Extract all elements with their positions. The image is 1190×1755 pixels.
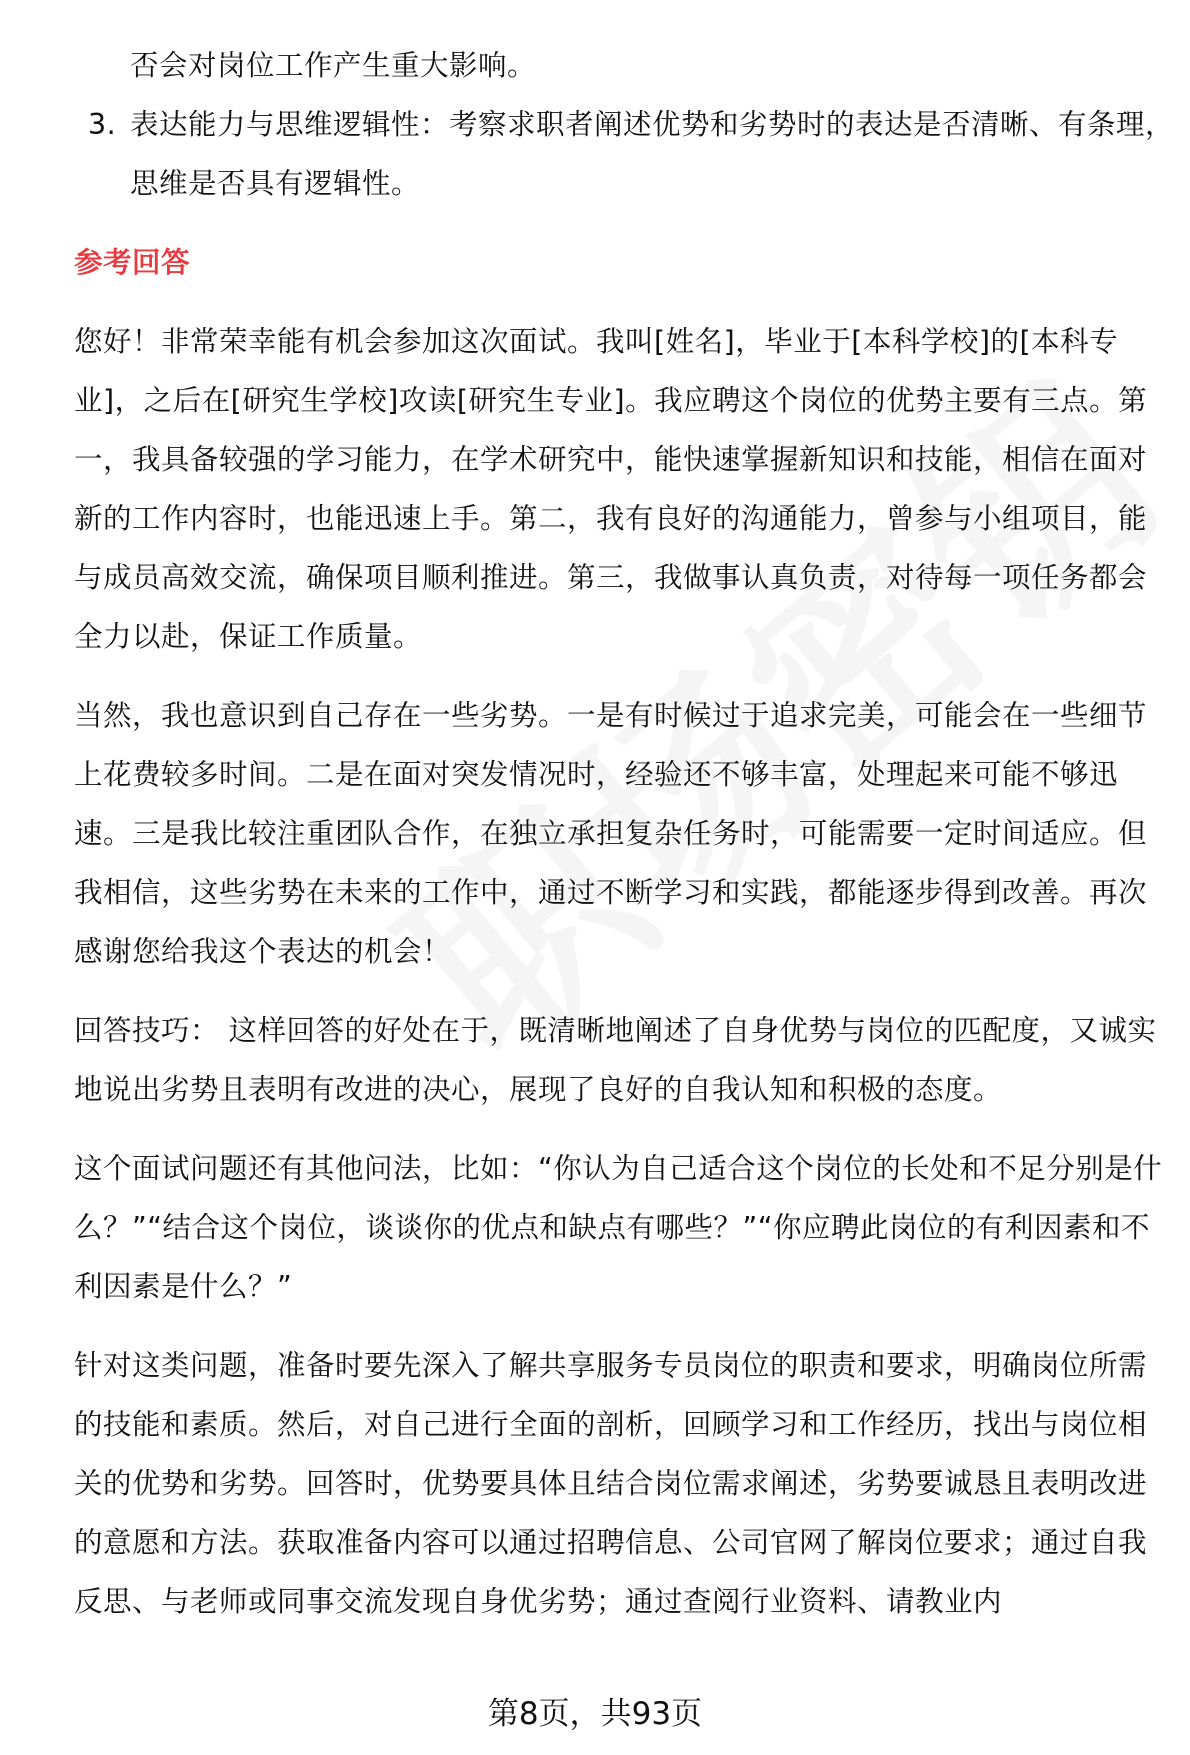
list-item-number: 3.: [88, 108, 117, 141]
page-number: 第8页，共93页: [487, 1696, 703, 1732]
alt-questions-paragraph: 这个面试问题还有其他问法，比如：“你认为自己适合这个岗位的长处和不足分别是什么？”“结合这个岗位，谈谈你的优点和缺点有哪些？”“你应聘此岗位的有利因素和不利因素是什么？”: [74, 1152, 1163, 1303]
section-heading: 参考回答: [74, 246, 191, 279]
answer-paragraph-1: 您好！非常荣幸能有机会参加这次面试。我叫[姓名]，毕业于[本科学校]的[本科专业]，之后在[研究生学校]攻读[研究生专业]。我应聘这个岗位的优势主要有三点。第一，我具备较强的学习能力，在学术研究中，能快速掌握新知识和技能，相信在面对新的工作内容时，也能迅速上手。第二，我有良好的沟通能力，曾参与小组项目，能与成员高效交流，确保项目顺利推进。第三，我做事认真负责，对待每一项任务都会全力以赴，保证工作质量。: [74, 325, 1148, 653]
preparation-paragraph: 针对这类问题，准备时要先深入了解共享服务专员岗位的职责和要求，明确岗位所需的技能和素质。然后，对自己进行全面的剖析，回顾学习和工作经历，找出与岗位相关的优势和劣势。回答时，优势要具体且结合岗位需求阐述，劣势要诚恳且表明改进的意愿和方法。获取准备内容可以通过招聘信息、公司官网了解岗位要求；通过自我反思、与老师或同事交流发现自身优劣势；通过查阅行业资料、请教业内: [74, 1349, 1148, 1618]
answer-paragraph-2: 当然，我也意识到自己存在一些劣势。一是有时候过于追求完美，可能会在一些细节上花费较多时间。二是在面对突发情况时，经验还不够丰富，处理起来可能不够迅速。三是我比较注重团队合作，在独立承担复杂任务时，可能需要一定时间适应。但我相信，这些劣势在未来的工作中，通过不断学习和实践，都能逐步得到改善。再次感谢您给我这个表达的机会！: [74, 699, 1148, 968]
list-item-3: [74, 95, 1174, 213]
list-item-continuation: 否会对岗位工作产生重大影响。: [130, 49, 537, 82]
list-item-text: 表达能力与思维逻辑性：考察求职者阐述优势和劣势时的表达是否清晰、有条理，思维是否具有逻辑性。: [130, 108, 1175, 200]
document-body: [74, 36, 1174, 1631]
tips-paragraph: 回答技巧： 这样回答的好处在于，既清晰地阐述了自身优势与岗位的匹配度，又诚实地说出劣势且表明有改进的决心，展现了良好的自我认知和积极的态度。: [74, 1014, 1157, 1106]
